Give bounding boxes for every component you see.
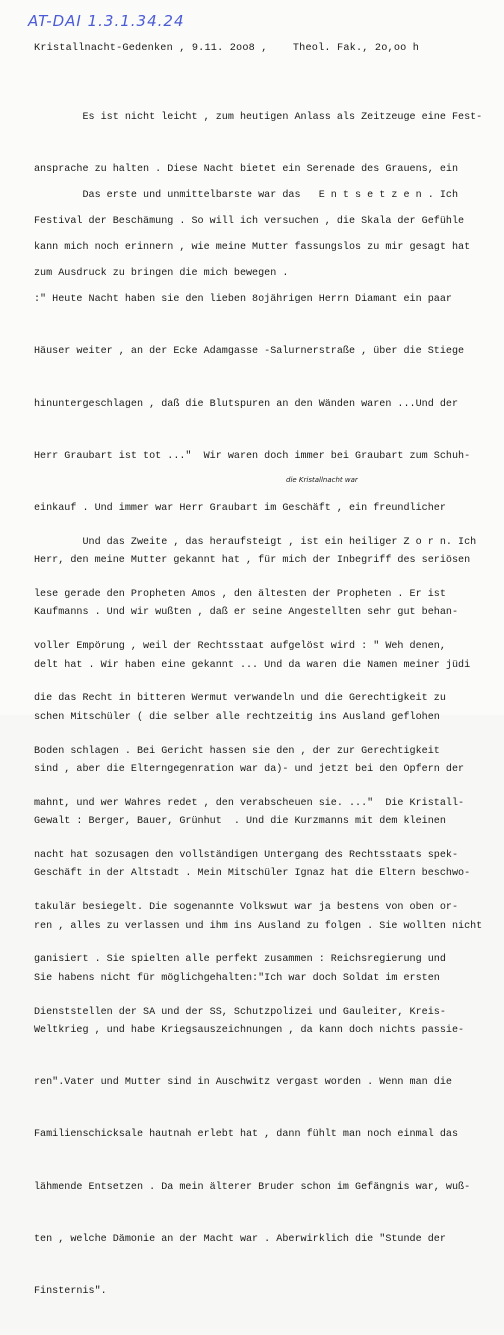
text-line: lähmende Entsetzen . Da mein älterer Bruder schon im Gefängnis war, wuß- [34,1181,471,1193]
text-line: Boden schlagen . Bei Gericht hassen sie den , der zur Gerechtigkeit [34,745,440,757]
text-line: einkauf . Und immer war Herr Graubart im Geschäft , ein freundlicher [34,503,446,515]
text-line: Herr Graubart ist tot ..." Wir waren doch immer bei Graubart zum Schuh- [34,450,471,462]
text-line: ren".Vater und Mutter sind in Auschwitz vergast worden . Wenn man die [34,1077,452,1089]
text-line: takulär besiegelt. Die sogenannte Volkswut war ja bestens von oben or- [34,902,459,914]
text-line: zum Ausdruck zu bringen die mich bewegen . [34,268,289,280]
text-line: Das erste und unmittelbarste war das E n t s e t z e n . Ich [34,189,459,201]
text-line: schen Mitschüler ( die selber alle rechtzeitig ins Ausland geflohen [34,711,440,723]
paragraph-3 [34,499,484,1056]
text-line: Finsternis". [34,1286,107,1298]
text-line: ren , alles zu verlassen und ihm ins Ausland zu folgen . Sie wollten nicht [34,920,483,932]
handwritten-insertion: die Kristallnacht war [286,476,358,484]
text-line: Dienststellen der SA und der SS, Schutzpolizei und Gauleiter, Kreis- [34,1006,446,1018]
text-line: Familienschicksale hautnah erlebt hat , dann fühlt man noch einmal das [34,1129,459,1141]
text-line: delt hat . Wir haben eine gekannt ... Und da waren die Namen meiner jüdi [34,659,471,671]
text-line: voller Empörung , weil der Rechtsstaat aufgelöst wird : " Weh denen, [34,641,446,653]
text-line: mahnt, und wer Wahres redet , den verabscheuen sie. ..." Die Kristall- [34,797,465,809]
text-line: Und das Zweite , das heraufsteigt , ist ein heiliger Z o r n. Ich [34,536,477,548]
text-line: ansprache zu halten . Diese Nacht bietet ein Serenade des Grauens, ein [34,164,459,176]
text-line: Weltkrieg , und habe Kriegsauszeichnungen , da kann doch nichts passie- [34,1025,465,1037]
text-line: :" Heute Nacht haben sie den lieben 8ojährigen Herrn Diamant ein paar [34,294,452,306]
text-line: Herr, den meine Mutter gekannt hat , für mich der Inbegriff des seriösen [34,555,471,567]
text-line: die das Recht in bitteren Wermut verwandeln und die Gerechtigkeit zu [34,693,446,705]
text-line: ten , welche Dämonie an der Macht war . Aberwirklich die "Stunde der [34,1233,446,1245]
text-line: sind , aber die Elterngegenration war da)- und jetzt bei den Opfern der [34,764,465,776]
archive-stamp: AT-DAI 1.3.1.34.24 [28,12,185,30]
document-header: Kristallnacht-Gedenken , 9.11. 2oo8 , Theol. Fak., 2o,oo h [34,43,420,54]
text-line: Es ist nicht leicht , zum heutigen Anlass als Zeitzeuge eine Fest- [34,111,483,123]
text-line: Geschäft in der Altstadt . Mein Mitschüler Ignaz hat die Eltern beschwo- [34,868,471,880]
text-line: nacht hat sozusagen den vollständigen Untergang des Rechtsstaats spek- [34,850,459,862]
text-line: ganisiert . Sie spielten alle perfekt zusammen : Reichsregierung und [34,954,446,966]
text-line: kann mich noch erinnern , wie meine Mutter fassungslos zu mir gesagt hat [34,242,471,254]
text-line: Gewalt : Berger, Bauer, Grünhut . Und die Kurzmanns mit dem kleinen [34,816,446,828]
text-line: hinuntergeschlagen , daß die Blutspuren an den Wänden waren ...Und der [34,398,459,410]
text-line: Häuser weiter , an der Ecke Adamgasse -Salurnerstraße , über die Stiege [34,346,465,358]
text-line: lese gerade den Propheten Amos , den ältesten der Propheten . Er ist [34,589,446,601]
text-line: Kaufmanns . Und wir wußten , daß er seine Angestellten sehr gut behan- [34,607,459,619]
text-line: Sie habens nicht für möglichgehalten:"Ich war doch Soldat im ersten [34,972,440,984]
text-line: Festival der Beschämung . So will ich versuchen , die Skala der Gefühle [34,216,465,228]
